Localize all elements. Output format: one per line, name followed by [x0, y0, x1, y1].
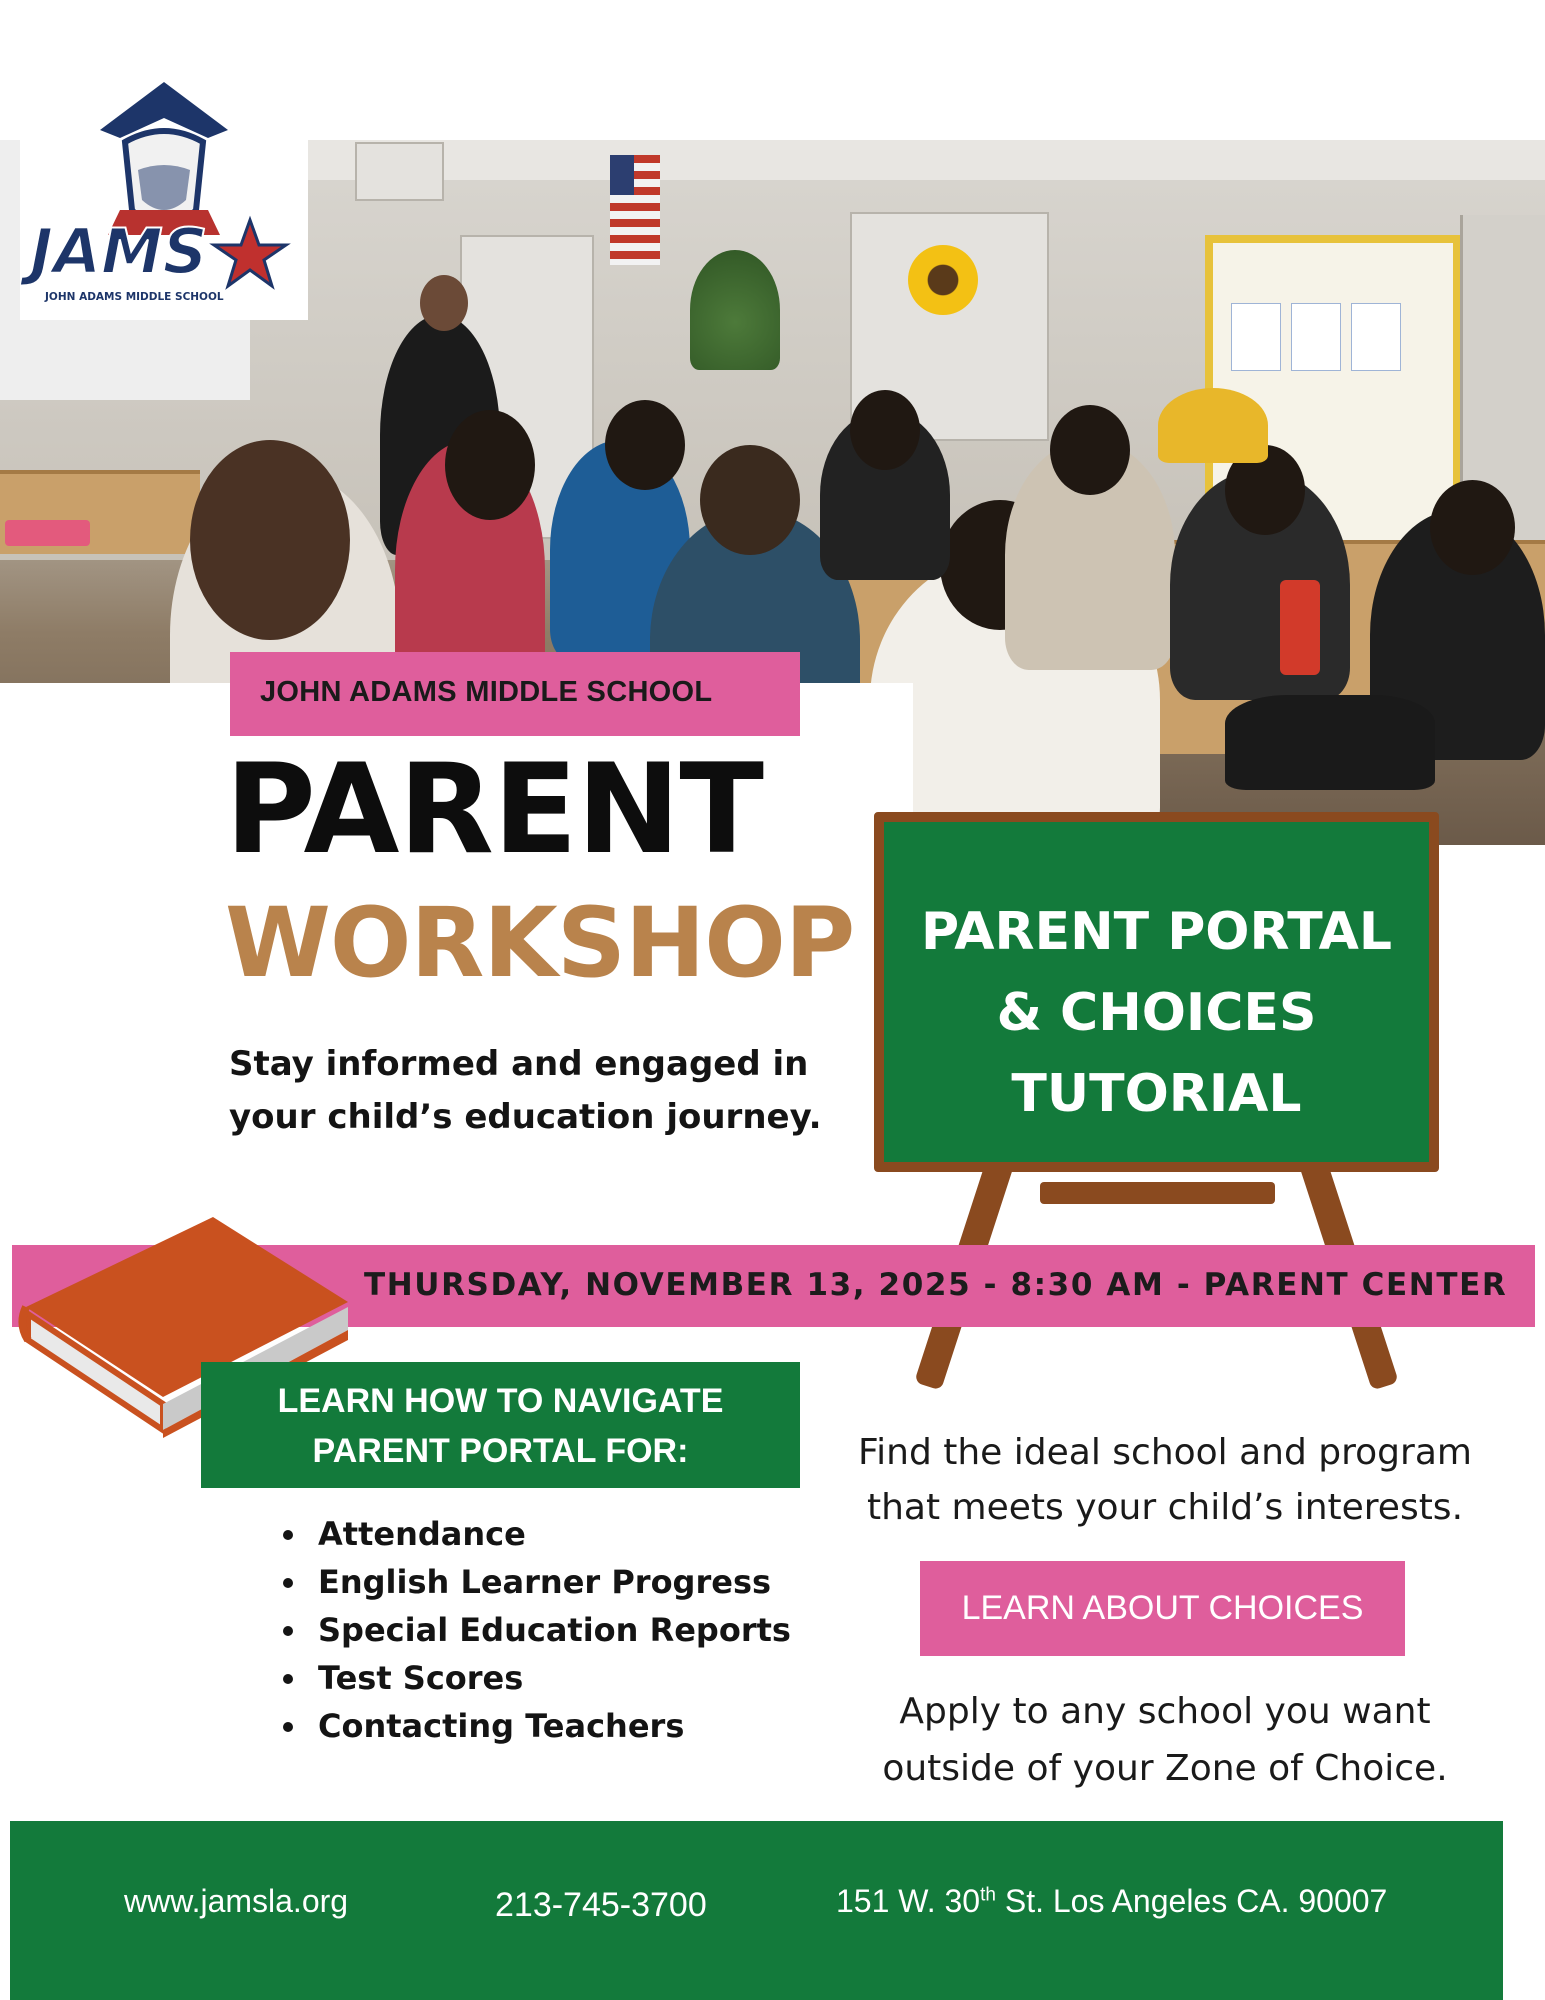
- school-logo: [20, 60, 308, 320]
- easel-crossbar: [1040, 1182, 1275, 1204]
- list-item: • Contacting Teachers: [310, 1702, 791, 1750]
- chalkboard-sign: [874, 812, 1439, 1172]
- list-item: • Special Education Reports: [310, 1606, 791, 1654]
- event-details: THURSDAY, NOVEMBER 13, 2025 - 8:30 AM - PARENT CENTER: [364, 1267, 1508, 1303]
- website-link[interactable]: www.jamsla.org: [124, 1883, 349, 1919]
- portal-features-list: [270, 1510, 791, 1750]
- logo-subtext: JOHN ADAMS MIDDLE SCHOOL: [45, 291, 224, 303]
- address-part-1: 151 W. 30: [836, 1883, 981, 1919]
- apply-description: [840, 1683, 1490, 1797]
- school-name-banner: [230, 652, 800, 736]
- phone-number: 213-745-3700: [495, 1886, 707, 1924]
- chalkboard-line-3: TUTORIAL: [1011, 1064, 1302, 1124]
- learn-about-choices-button[interactable]: [920, 1561, 1405, 1656]
- apply-description-line-2: outside of your Zone of Choice.: [882, 1748, 1448, 1789]
- school-name: JOHN ADAMS MIDDLE SCHOOL: [260, 676, 713, 708]
- navigate-heading-line-1: LEARN HOW TO NAVIGATE: [277, 1382, 724, 1420]
- navigate-heading-box: [201, 1362, 800, 1488]
- address-part-2: St. Los Angeles CA. 90007: [995, 1883, 1388, 1919]
- list-item: • English Learner Progress: [310, 1558, 791, 1606]
- logo-wordmark: JAMS: [30, 215, 208, 288]
- chalkboard-line-1: PARENT PORTAL: [920, 902, 1393, 962]
- chalkboard-line-2: & CHOICES: [996, 983, 1317, 1043]
- address: [836, 1883, 1387, 1920]
- choices-description-line-2: that meets your child’s interests.: [866, 1487, 1464, 1528]
- footer-bar: [10, 1821, 1503, 2000]
- title-workshop: WORKSHOP: [225, 887, 855, 999]
- choices-description: [840, 1425, 1490, 1535]
- navigate-heading-line-2: PARENT PORTAL FOR:: [312, 1432, 689, 1470]
- address-ordinal: th: [980, 1884, 996, 1906]
- list-item: • Attendance: [310, 1510, 791, 1558]
- choices-description-line-1: Find the ideal school and program: [858, 1432, 1472, 1473]
- tagline: Stay informed and engaged in your child’s education journey.: [229, 1044, 822, 1137]
- learn-about-choices-label: LEARN ABOUT CHOICES: [961, 1589, 1364, 1627]
- title-parent: PARENT: [225, 738, 764, 882]
- apply-description-line-1: Apply to any school you want: [899, 1691, 1431, 1732]
- list-item: • Test Scores: [310, 1654, 791, 1702]
